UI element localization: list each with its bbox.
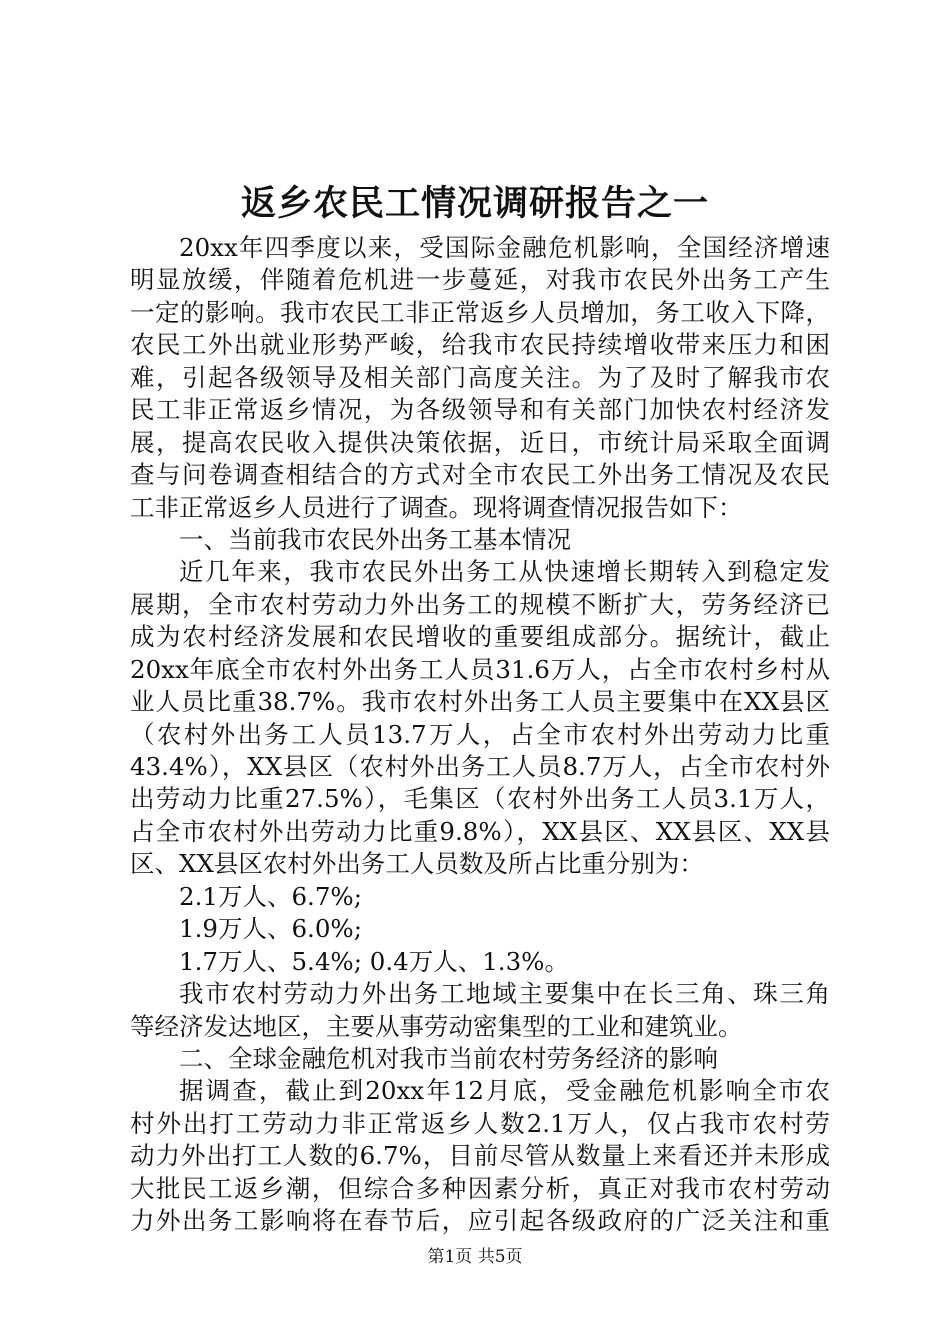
text-line: 动力外出打工人数的6.7%，目前尽管从数量上来看还并未形成 [130,1141,830,1171]
text-line: 展期，全市农村劳动力外出务工的规模不断扩大，劳务经济已 [130,589,830,619]
text-line: （农村外出务工人员13.7万人，占全市农村外出劳动力比重 [130,719,830,749]
text-line: 据调查，截止到20xx年12月底，受金融危机影响全市农 [179,1076,830,1106]
text-line: 成为农村经济发展和农民增收的重要组成部分。据统计，截止 [130,622,830,652]
text-line: 村外出打工劳动力非正常返乡人数2.1万人，仅占我市农村劳 [130,1108,830,1138]
text-line: 43.4%），XX县区（农村外出务工人员8.7万人，占全市农村外 [130,752,830,781]
text-line: 等经济发达地区，主要从事劳动密集型的工业和建筑业。 [130,1011,743,1041]
text-line: 20xx年四季度以来，受国际金融危机影响，全国经济增速 [179,233,830,262]
text-line: 近几年来，我市农民外出务工从快速增长期转入到稳定发 [179,557,830,587]
text-line: 区、XX县区农村外出务工人员数及所占比重分别为： [130,849,704,879]
text-line: 占全市农村外出劳动力比重9.8%），XX县区、XX县区、XX县 [130,816,830,846]
text-line: 一定的影响。我市农民工非正常返乡人员增加，务工收入下降， [130,297,830,327]
text-line: 出劳动力比重27.5%），毛集区（农村外出务工人员3.1万人， [130,784,830,814]
text-line: 2.1万人、6.7%; [179,881,362,911]
text-line: 农民工外出就业形势严峻，给我市农民持续增收带来压力和困 [130,330,830,360]
text-line: 展，提高农民收入提供决策依据，近日，市统计局采取全面调 [130,427,830,457]
text-line: 1.7万人、5.4%; 0.4万人、1.3%。 [179,946,569,976]
text-line: 业人员比重38.7%。我市农村外出务工人员主要集中在XX县区 [130,687,830,717]
text-line: 工非正常返乡人员进行了调查。现将调查情况报告如下： [130,492,743,522]
text-line: 查与问卷调查相结合的方式对全市农民工外出务工情况及农民 [130,460,830,490]
text-line: 一、当前我市农民外出务工基本情况 [179,524,571,554]
text-line: 难，引起各级领导及相关部门高度关注。为了及时了解我市农 [130,362,830,392]
text-line: 1.9万人、6.0%; [179,914,362,944]
text-line: 力外出务工影响将在春节后，应引起各级政府的广泛关注和重 [130,1206,830,1236]
text-line: 我市农村劳动力外出务工地域主要集中在长三角、珠三角 [179,979,830,1009]
page-footer: 第1页 共5页 [427,1247,523,1267]
text-line: 明显放缓，伴随着危机进一步蔓延，对我市农民外出务工产生 [130,265,830,295]
text-line: 20xx年底全市农村外出务工人员31.6万人，占全市农村乡村从 [130,654,830,684]
document-title: 返乡农民工情况调研报告之一 [240,183,709,224]
document-body [130,232,830,1238]
text-line: 二、全球金融危机对我市当前农村劳务经济的影响 [179,1043,718,1073]
text-line: 民工非正常返乡情况，为各级领导和有关部门加快农村经济发 [130,395,830,425]
text-line: 大批民工返乡潮，但综合多种因素分析，真正对我市农村劳动 [130,1173,830,1203]
